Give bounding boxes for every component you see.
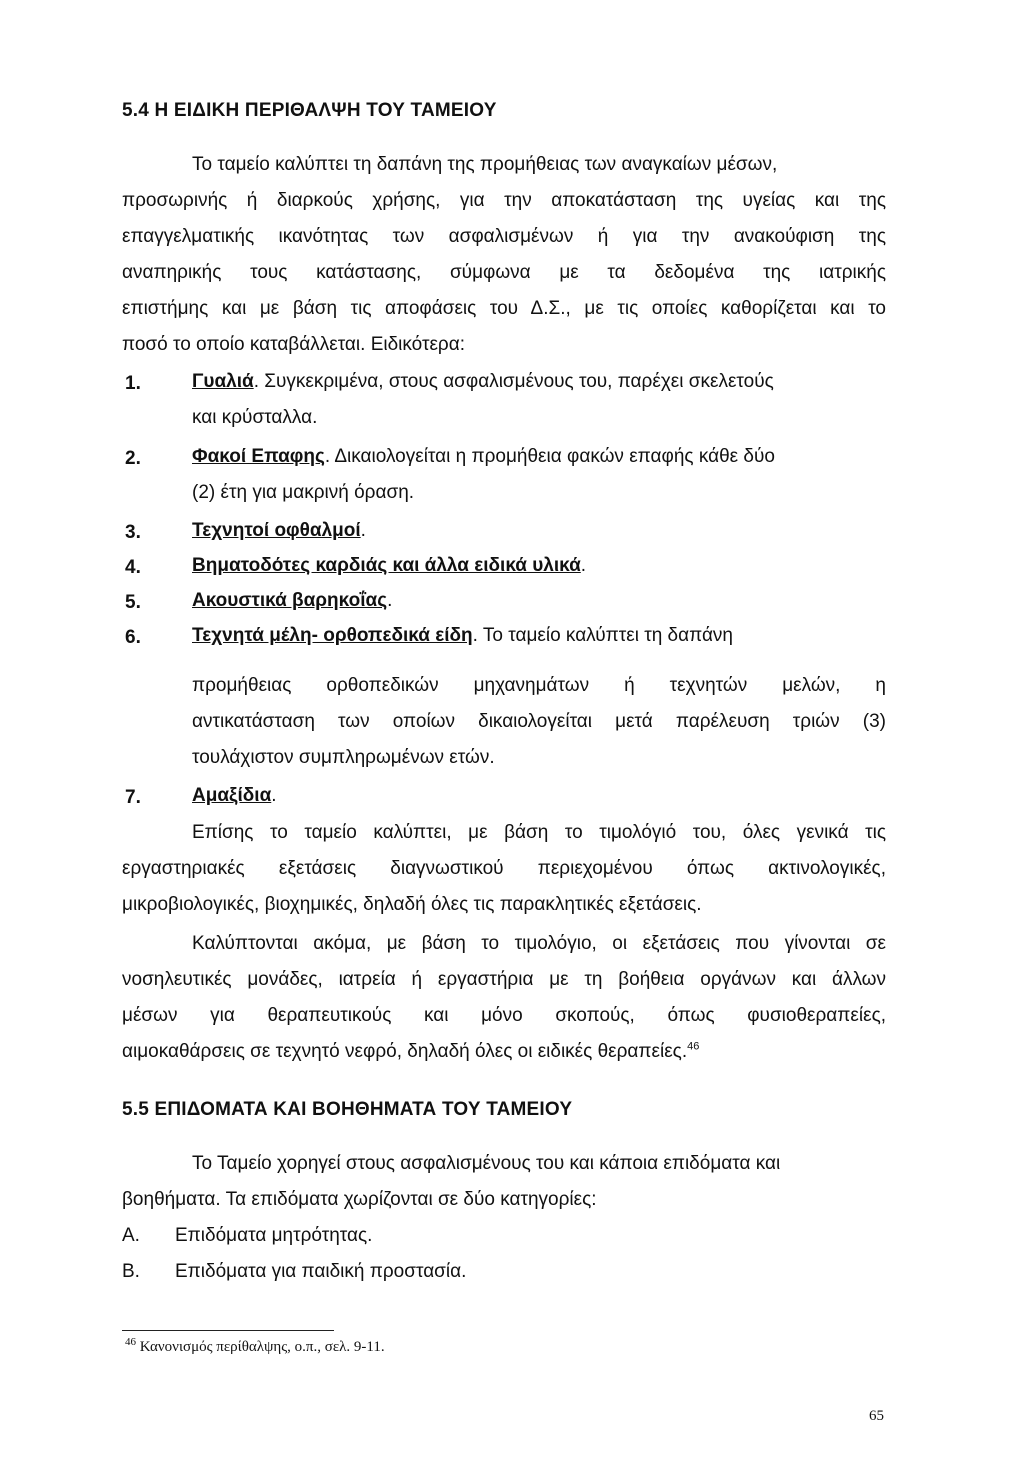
list-item-after: .: [580, 555, 587, 576]
footnote-separator: [122, 1330, 334, 1331]
list-item-line2: (2) έτη για μακρινή όραση.: [192, 482, 415, 503]
section-heading-5-5: 5.5 ΕΠΙΔΟΜΑΤΑ ΚΑΙ ΒΟΗΘΗΜΑΤΑ ΤΟΥ ΤΑΜΕΙΟΥ: [122, 1099, 573, 1120]
intro-line: Το ταμείο καλύπτει τη δαπάνη της προμήθειας των αναγκαίων μέσων,: [192, 154, 778, 175]
intro-line: βοηθήματα. Τα επιδόματα χωρίζονται σε δύο κατηγορίες:: [122, 1189, 597, 1210]
list-item-text: [192, 618, 733, 654]
list-item-cont: προμήθειας ορθοπεδικών μηχανημάτων ή τεχνητών μελών, η: [192, 675, 886, 696]
intro-line: επαγγελματικής ικανότητας των ασφαλισμένων ή για την ανακούφιση της: [122, 226, 886, 247]
list-item-number: 5.: [125, 592, 141, 613]
paragraph-line: Επίσης το ταμείο καλύπτει, με βάση το τιμολόγιό του, όλες γενικά τις: [192, 822, 886, 843]
list-item-title: Βηματοδότες καρδιάς και άλλα ειδικά υλικά: [192, 555, 581, 576]
list-item-after: . Το ταμείο καλύπτει τη δαπάνη: [472, 625, 733, 646]
footnote-number: 46: [125, 1336, 136, 1348]
list-item-title: Τεχνητοί οφθαλμοί: [192, 520, 361, 541]
intro-line: ποσό το οποίο καταβάλλεται. Ειδικότερα:: [122, 334, 465, 355]
list-item-number: 2.: [125, 448, 141, 469]
category-letter: Α.: [122, 1225, 140, 1246]
list-item-cont: αντικατάσταση των οποίων δικαιολογείται μετά παρέλευση τριών (3): [192, 711, 886, 732]
list-item-title: Γυαλιά: [192, 371, 254, 392]
paragraph-line: νοσηλευτικές μονάδες, ιατρεία ή εργαστήρια με τη βοήθεια οργάνων και άλλων: [122, 969, 886, 990]
paragraph-line: Καλύπτονται ακόμα, με βάση το τιμολόγιο, οι εξετάσεις που γίνονται σε: [192, 933, 886, 954]
list-item-text: [192, 513, 366, 549]
list-item-title: Φακοί Επαφης: [192, 446, 325, 467]
list-item-number: 3.: [125, 522, 141, 543]
list-item-text: [192, 439, 775, 475]
category-text: Επιδόματα για παιδική προστασία.: [175, 1261, 467, 1282]
list-item-line2: και κρύσταλλα.: [192, 407, 318, 428]
list-item-title: Τεχνητά μέλη- ορθοπεδικά είδη: [192, 625, 473, 646]
list-item-after: . Συγκεκριμένα, στους ασφαλισμένους του, παρέχει σκελετούς: [253, 371, 774, 392]
category-text: Επιδόματα μητρότητας.: [175, 1225, 373, 1246]
section-heading-5-4: 5.4 Η ΕΙΔΙΚΗ ΠΕΡΙΘΑΛΨΗ ΤΟΥ ΤΑΜΕΙΟΥ: [122, 100, 497, 121]
paragraph-line: εργαστηριακές εξετάσεις διαγνωστικού περιεχομένου όπως ακτινολογικές,: [122, 858, 886, 879]
list-item-number: 7.: [125, 787, 141, 808]
list-item-title: Ακουστικά βαρηκοΐας: [192, 590, 388, 611]
intro-line: επιστήμης και με βάση τις αποφάσεις του Δ.Σ., με τις οποίες καθορίζεται και το: [122, 298, 886, 319]
category-letter: Β.: [122, 1261, 140, 1282]
footnote-ref: 46: [687, 1040, 700, 1053]
list-item-number: 6.: [125, 627, 141, 648]
footnote: [125, 1336, 385, 1356]
list-item-cont: τουλάχιστον συμπληρωμένων ετών.: [192, 747, 495, 768]
paragraph-line-text: αιμοκαθάρσεις σε τεχνητό νεφρό, δηλαδή όλες οι ειδικές θεραπείες.: [122, 1041, 688, 1062]
list-item-after: . Δικαιολογείται η προμήθεια φακών επαφής κάθε δύο: [324, 446, 775, 467]
paragraph-line: [122, 1034, 699, 1070]
footnote-text: Κανονισμός περίθαλψης, ο.π., σελ. 9-11.: [139, 1339, 385, 1355]
list-item-after: .: [360, 520, 366, 541]
intro-line: αναπηρικής τους κατάστασης, σύμφωνα με τα δεδομένα της ιατρικής: [122, 262, 886, 283]
list-item-after: .: [271, 785, 277, 806]
list-item-after: .: [387, 590, 393, 611]
intro-line: Το Ταμείο χορηγεί στους ασφαλισμένους του και κάποια επιδόματα και: [192, 1153, 781, 1174]
list-item-number: 4.: [125, 557, 141, 578]
page-number: 65: [869, 1408, 884, 1424]
intro-line: προσωρινής ή διαρκούς χρήσης, για την αποκατάσταση της υγείας και της: [122, 190, 886, 211]
paragraph-line: μικροβιολογικές, βιοχημικές, δηλαδή όλες τις παρακλητικές εξετάσεις.: [122, 894, 702, 915]
list-item-text: [192, 778, 277, 814]
list-item-number: 1.: [125, 373, 141, 394]
list-item-title: Αμαξίδια: [192, 785, 272, 806]
list-item-text: [192, 548, 586, 584]
list-item-text: [192, 364, 774, 400]
paragraph-line: μέσων για θεραπευτικούς και μόνο σκοπούς, όπως φυσιοθεραπείες,: [122, 1005, 886, 1026]
list-item-text: [192, 583, 392, 619]
